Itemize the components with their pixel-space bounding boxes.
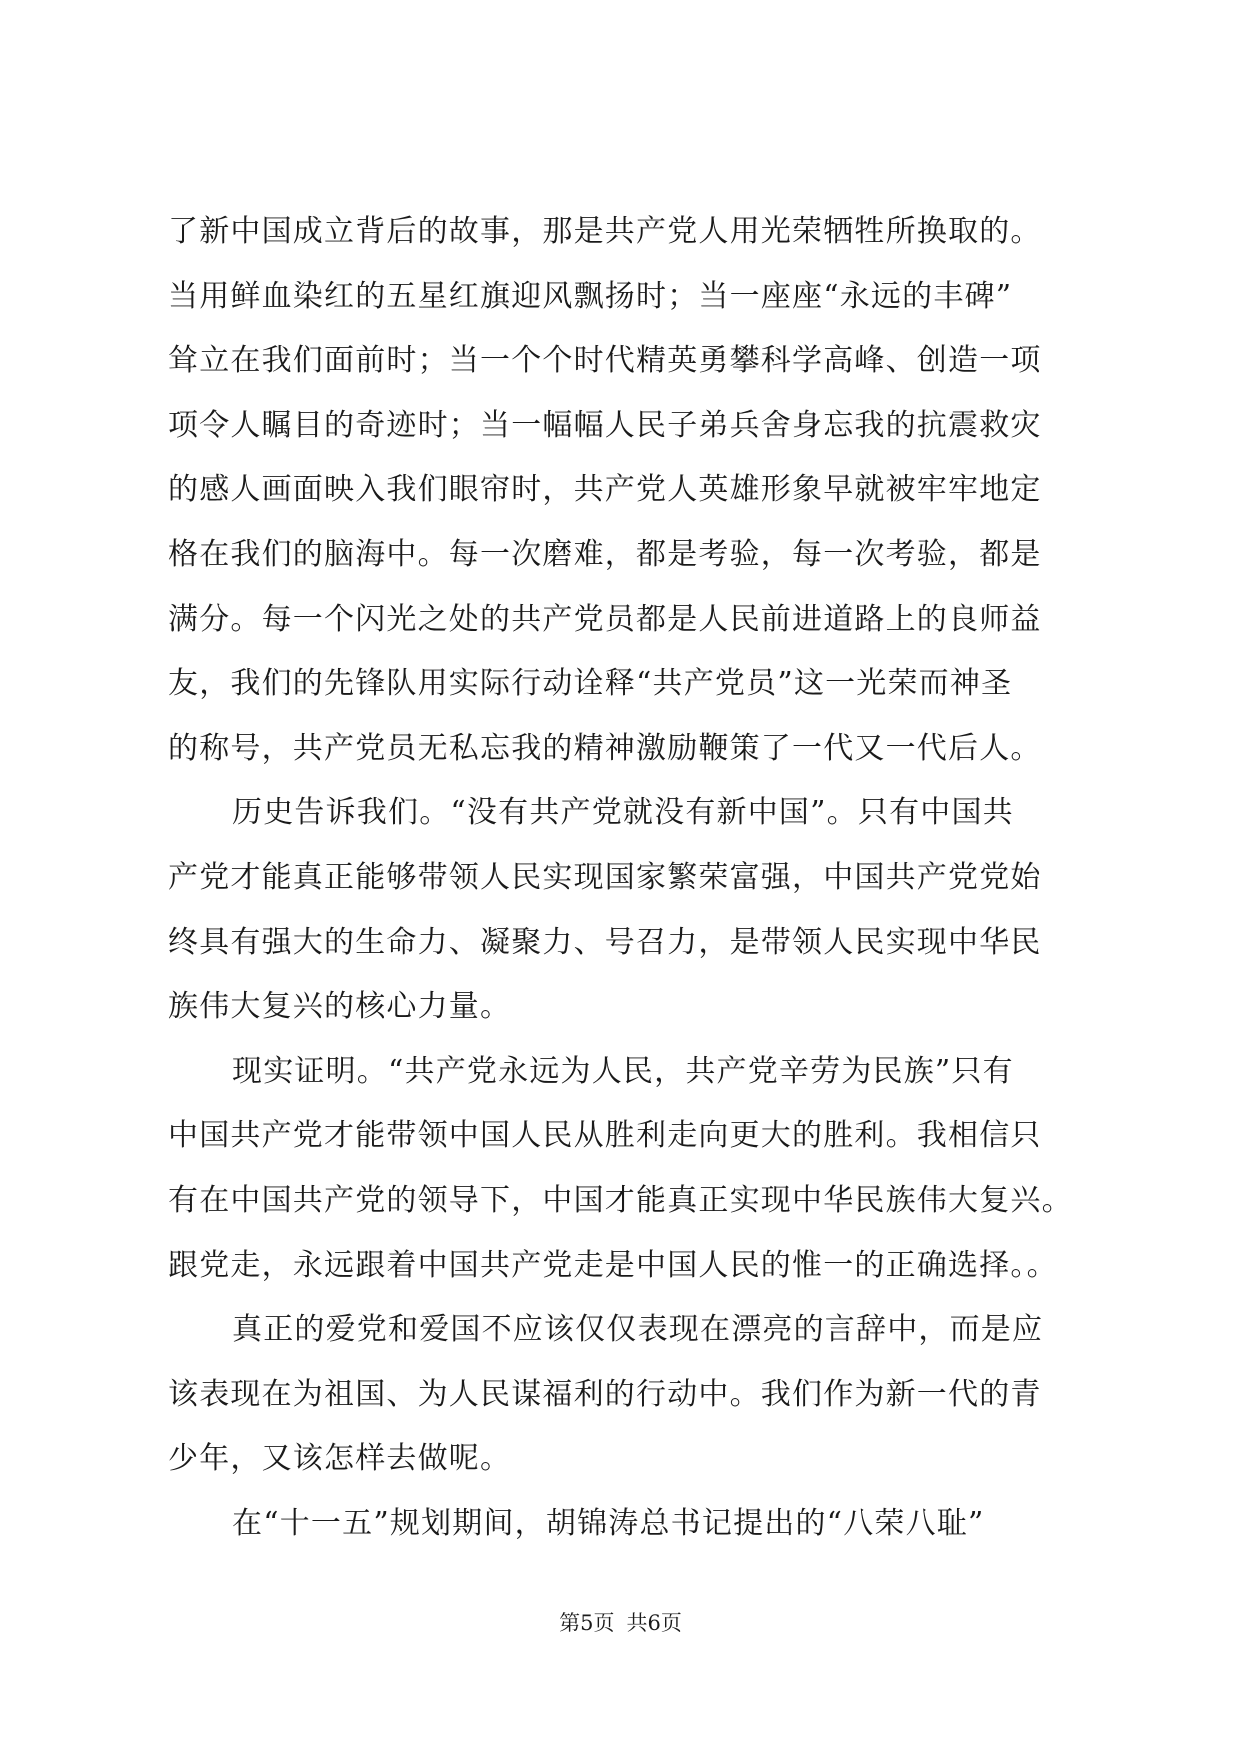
text-line: 现实证明。“共产党永远为人民，共产党辛劳为民族”只有 [232, 1053, 1014, 1089]
text-line: 跟党走，永远跟着中国共产党走是中国人民的惟一的正确选择。。 [168, 1247, 1058, 1283]
text-line: 真正的爱党和爱国不应该仅仅表现在漂亮的言辞中，而是应 [232, 1312, 1044, 1348]
document-body [168, 200, 1078, 1556]
page-footer [0, 1608, 1241, 1638]
text-line: 项令人瞩目的奇迹时；当一幅幅人民子弟兵舍身忘我的抗震救灾 [168, 407, 1042, 443]
text-line: 该表现在为祖国、为人民谋福利的行动中。我们作为新一代的青 [168, 1376, 1042, 1412]
text-line: 满分。每一个闪光之处的共产党员都是人民前进道路上的良师益 [168, 601, 1042, 637]
text-line: 中国共产党才能带领中国人民从胜利走向更大的胜利。我相信只 [168, 1118, 1042, 1154]
text-line: 友，我们的先锋队用实际行动诠释“共产党员”这一光荣而神圣 [168, 666, 1013, 702]
text-line: 历史告诉我们。“没有共产党就没有新中国”。只有中国共 [232, 795, 1014, 831]
text-line: 产党才能真正能够带领人民实现国家繁荣富强，中国共产党党始 [168, 859, 1042, 895]
text-line: 了新中国成立背后的故事，那是共产党人用光荣牺牲所换取的。 [168, 214, 1042, 249]
text-line: 当用鲜血染红的五星红旗迎风飘扬时；当一座座“永远的丰碑” [168, 278, 1013, 314]
text-line: 的称号，共产党员无私忘我的精神激励鞭策了一代又一代后人。 [168, 730, 1042, 766]
text-line: 族伟大复兴的核心力量。 [168, 989, 512, 1025]
text-line: 有在中国共产党的领导下，中国才能真正实现中华民族伟大复兴。 [168, 1182, 1073, 1218]
text-line: 在“十一五”规划期间，胡锦涛总书记提出的“八荣八耻” [232, 1505, 985, 1541]
text-line: 耸立在我们面前时；当一个个时代精英勇攀科学高峰、创造一项 [168, 343, 1042, 379]
text-line: 终具有强大的生命力、凝聚力、号召力，是带领人民实现中华民 [168, 924, 1042, 960]
text-line: 少年，又该怎样去做呢。 [168, 1441, 512, 1477]
current-page-number: 第5页 [559, 1611, 615, 1635]
text-line: 的感人画面映入我们眼帘时，共产党人英雄形象早就被牢牢地定 [168, 472, 1042, 508]
text-line: 格在我们的脑海中。每一次磨难，都是考验，每一次考验，都是 [168, 536, 1042, 572]
total-page-count: 共6页 [626, 1611, 682, 1635]
